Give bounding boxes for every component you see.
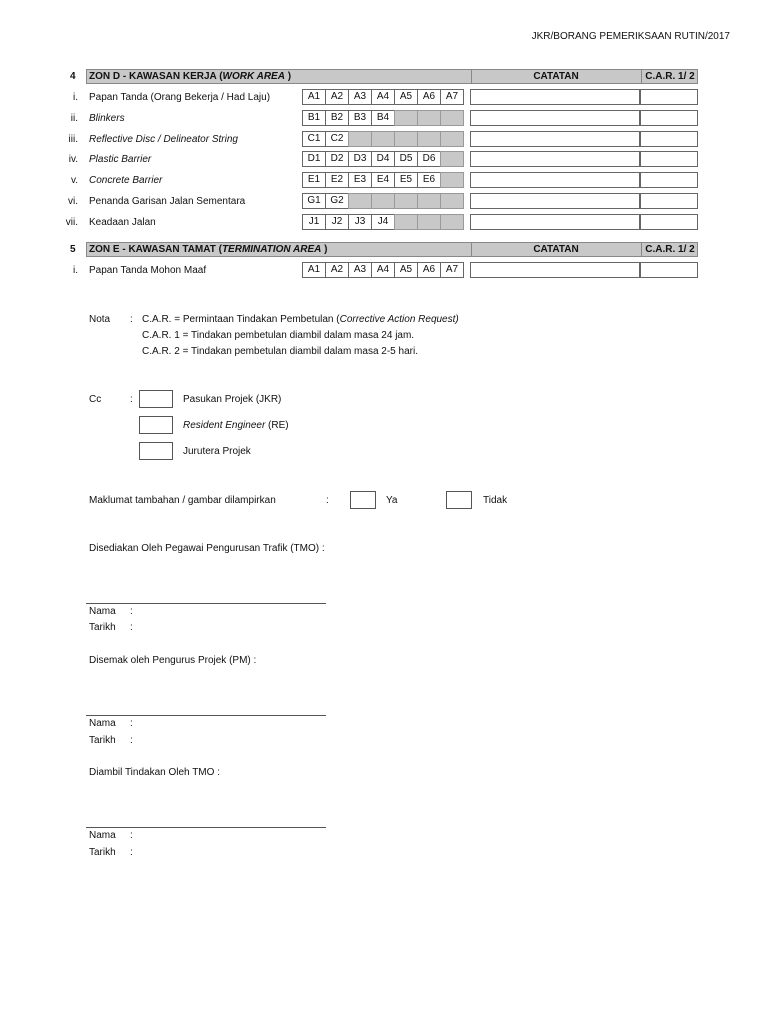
code-cell-disabled bbox=[394, 110, 418, 126]
nama-colon: : bbox=[130, 606, 133, 617]
car-field[interactable] bbox=[640, 262, 698, 278]
code-cell-disabled bbox=[394, 193, 418, 209]
code-cell[interactable]: A7 bbox=[440, 262, 464, 278]
row-number: vii. bbox=[65, 217, 78, 228]
cc-label: Cc bbox=[89, 394, 102, 405]
code-cell[interactable]: A5 bbox=[394, 262, 418, 278]
code-cell-disabled bbox=[348, 193, 372, 209]
code-cell[interactable]: B3 bbox=[348, 110, 372, 126]
ya-checkbox[interactable] bbox=[350, 491, 376, 509]
car-field[interactable] bbox=[640, 193, 698, 209]
code-cell-disabled bbox=[394, 131, 418, 147]
code-cell[interactable]: A6 bbox=[417, 262, 441, 278]
cc-item-jurutera: Jurutera Projek bbox=[183, 446, 251, 457]
code-cell[interactable]: C2 bbox=[325, 131, 349, 147]
code-cell[interactable]: E4 bbox=[371, 172, 395, 188]
maklumat-colon: : bbox=[326, 495, 329, 506]
car-field[interactable] bbox=[640, 151, 698, 167]
section-number: 5 bbox=[70, 244, 76, 255]
nama-label: Nama bbox=[89, 606, 116, 617]
catatan-header: CATATAN bbox=[533, 71, 579, 82]
tarikh-label: Tarikh bbox=[89, 847, 116, 858]
code-cell[interactable]: B2 bbox=[325, 110, 349, 126]
code-cell[interactable]: D3 bbox=[348, 151, 372, 167]
ya-label: Ya bbox=[386, 495, 398, 506]
code-cell[interactable]: A3 bbox=[348, 89, 372, 105]
code-cell-disabled bbox=[440, 151, 464, 167]
code-cell[interactable]: E5 bbox=[394, 172, 418, 188]
code-cell-disabled bbox=[440, 110, 464, 126]
signature-title: Disemak oleh Pengurus Projek (PM) : bbox=[89, 655, 257, 666]
catatan-header: CATATAN bbox=[533, 244, 579, 255]
row-number: iv. bbox=[68, 154, 78, 165]
signature-title: Disediakan Oleh Pegawai Pengurusan Trafik (TMO) : bbox=[89, 543, 325, 554]
signature-line[interactable] bbox=[86, 715, 326, 716]
code-cell[interactable]: A4 bbox=[371, 262, 395, 278]
tarikh-colon: : bbox=[130, 622, 133, 633]
tarikh-label: Tarikh bbox=[89, 622, 116, 633]
code-cell[interactable]: A2 bbox=[325, 262, 349, 278]
code-cell[interactable]: A3 bbox=[348, 262, 372, 278]
row-label: Papan Tanda Mohon Maaf bbox=[89, 265, 207, 276]
car-header: C.A.R. 1/ 2 bbox=[645, 71, 695, 82]
nota-colon: : bbox=[130, 314, 133, 325]
nama-colon: : bbox=[130, 830, 133, 841]
catatan-field[interactable] bbox=[470, 131, 640, 147]
row-number: iii. bbox=[68, 134, 78, 145]
code-cell-disabled bbox=[417, 193, 441, 209]
signature-title: Diambil Tindakan Oleh TMO : bbox=[89, 767, 220, 778]
code-cell[interactable]: G1 bbox=[302, 193, 326, 209]
nota-line-1: C.A.R. = Permintaan Tindakan Pembetulan (Corrective Action Request) bbox=[142, 314, 459, 325]
car-field[interactable] bbox=[640, 214, 698, 230]
code-cell[interactable]: D5 bbox=[394, 151, 418, 167]
car-header: C.A.R. 1/ 2 bbox=[645, 244, 695, 255]
code-cell-disabled bbox=[394, 214, 418, 230]
code-cell-disabled bbox=[417, 214, 441, 230]
code-cell[interactable]: E6 bbox=[417, 172, 441, 188]
code-cell[interactable]: A5 bbox=[394, 89, 418, 105]
catatan-field[interactable] bbox=[470, 193, 640, 209]
code-cell[interactable]: E1 bbox=[302, 172, 326, 188]
code-cell[interactable]: A6 bbox=[417, 89, 441, 105]
cc-checkbox-jurutera[interactable] bbox=[139, 442, 173, 460]
row-label: Blinkers bbox=[89, 113, 125, 124]
row-number: i. bbox=[73, 265, 78, 276]
code-cell[interactable]: D4 bbox=[371, 151, 395, 167]
code-cell[interactable]: J1 bbox=[302, 214, 326, 230]
cc-item-jkr: Pasukan Projek (JKR) bbox=[183, 394, 282, 405]
catatan-field[interactable] bbox=[470, 89, 640, 105]
code-cell-disabled bbox=[440, 214, 464, 230]
catatan-field[interactable] bbox=[470, 110, 640, 126]
tarikh-colon: : bbox=[130, 735, 133, 746]
cc-item-re: Resident Engineer (RE) bbox=[183, 420, 289, 431]
code-cell[interactable]: J4 bbox=[371, 214, 395, 230]
code-cell[interactable]: J3 bbox=[348, 214, 372, 230]
nota-line-2: C.A.R. 1 = Tindakan pembetulan diambil dalam masa 24 jam. bbox=[142, 330, 415, 341]
row-label: Plastic Barrier bbox=[89, 154, 152, 165]
code-cell[interactable]: A4 bbox=[371, 89, 395, 105]
code-cell[interactable]: B4 bbox=[371, 110, 395, 126]
row-number: ii. bbox=[70, 113, 78, 124]
tidak-checkbox[interactable] bbox=[446, 491, 472, 509]
code-cell-disabled bbox=[440, 131, 464, 147]
code-cell[interactable]: A2 bbox=[325, 89, 349, 105]
code-cell-disabled bbox=[440, 193, 464, 209]
code-cell-disabled bbox=[417, 110, 441, 126]
code-cell[interactable]: D6 bbox=[417, 151, 441, 167]
catatan-field[interactable] bbox=[470, 172, 640, 188]
car-field[interactable] bbox=[640, 131, 698, 147]
code-cell-disabled bbox=[371, 193, 395, 209]
cc-checkbox-re[interactable] bbox=[139, 416, 173, 434]
car-field[interactable] bbox=[640, 110, 698, 126]
row-number: i. bbox=[73, 92, 78, 103]
tarikh-label: Tarikh bbox=[89, 735, 116, 746]
row-number: vi. bbox=[68, 196, 78, 207]
row-label: Concrete Barrier bbox=[89, 175, 163, 186]
row-label: Keadaan Jalan bbox=[89, 217, 156, 228]
document-reference: JKR/BORANG PEMERIKSAAN RUTIN/2017 bbox=[531, 31, 730, 42]
section-number: 4 bbox=[70, 71, 76, 82]
signature-line[interactable] bbox=[86, 603, 326, 604]
cc-colon: : bbox=[130, 394, 133, 405]
car-field[interactable] bbox=[640, 89, 698, 105]
nama-colon: : bbox=[130, 718, 133, 729]
catatan-field[interactable] bbox=[470, 214, 640, 230]
code-cell[interactable]: C1 bbox=[302, 131, 326, 147]
tarikh-colon: : bbox=[130, 847, 133, 858]
code-cell[interactable]: J2 bbox=[325, 214, 349, 230]
row-number: v. bbox=[70, 175, 78, 186]
code-cell-disabled bbox=[371, 131, 395, 147]
signature-line[interactable] bbox=[86, 827, 326, 828]
code-cell[interactable]: E3 bbox=[348, 172, 372, 188]
code-cell[interactable]: D2 bbox=[325, 151, 349, 167]
row-label: Reflective Disc / Delineator String bbox=[89, 134, 238, 145]
nama-label: Nama bbox=[89, 830, 116, 841]
section-header bbox=[86, 242, 698, 257]
catatan-field[interactable] bbox=[470, 262, 640, 278]
code-cell[interactable]: A7 bbox=[440, 89, 464, 105]
nama-label: Nama bbox=[89, 718, 116, 729]
section-title: ZON D - KAWASAN KERJA (WORK AREA ) bbox=[89, 71, 292, 82]
section-title: ZON E - KAWASAN TAMAT (TERMINATION AREA ) bbox=[89, 244, 328, 255]
nota-line-3: C.A.R. 2 = Tindakan pembetulan diambil dalam masa 2-5 hari. bbox=[142, 346, 418, 357]
car-field[interactable] bbox=[640, 172, 698, 188]
row-label: Papan Tanda (Orang Bekerja / Had Laju) bbox=[89, 92, 271, 103]
section-header bbox=[86, 69, 698, 84]
code-cell[interactable]: A1 bbox=[302, 262, 326, 278]
code-cell-disabled bbox=[348, 131, 372, 147]
code-cell[interactable]: E2 bbox=[325, 172, 349, 188]
catatan-field[interactable] bbox=[470, 151, 640, 167]
row-label: Penanda Garisan Jalan Sementara bbox=[89, 196, 246, 207]
nota-label: Nota bbox=[89, 314, 111, 325]
code-cell[interactable]: B1 bbox=[302, 110, 326, 126]
code-cell[interactable]: A1 bbox=[302, 89, 326, 105]
cc-checkbox-jkr[interactable] bbox=[139, 390, 173, 408]
maklumat-label: Maklumat tambahan / gambar dilampirkan bbox=[89, 495, 276, 506]
code-cell[interactable]: G2 bbox=[325, 193, 349, 209]
code-cell-disabled bbox=[417, 131, 441, 147]
code-cell[interactable]: D1 bbox=[302, 151, 326, 167]
code-cell-disabled bbox=[440, 172, 464, 188]
tidak-label: Tidak bbox=[483, 495, 508, 506]
